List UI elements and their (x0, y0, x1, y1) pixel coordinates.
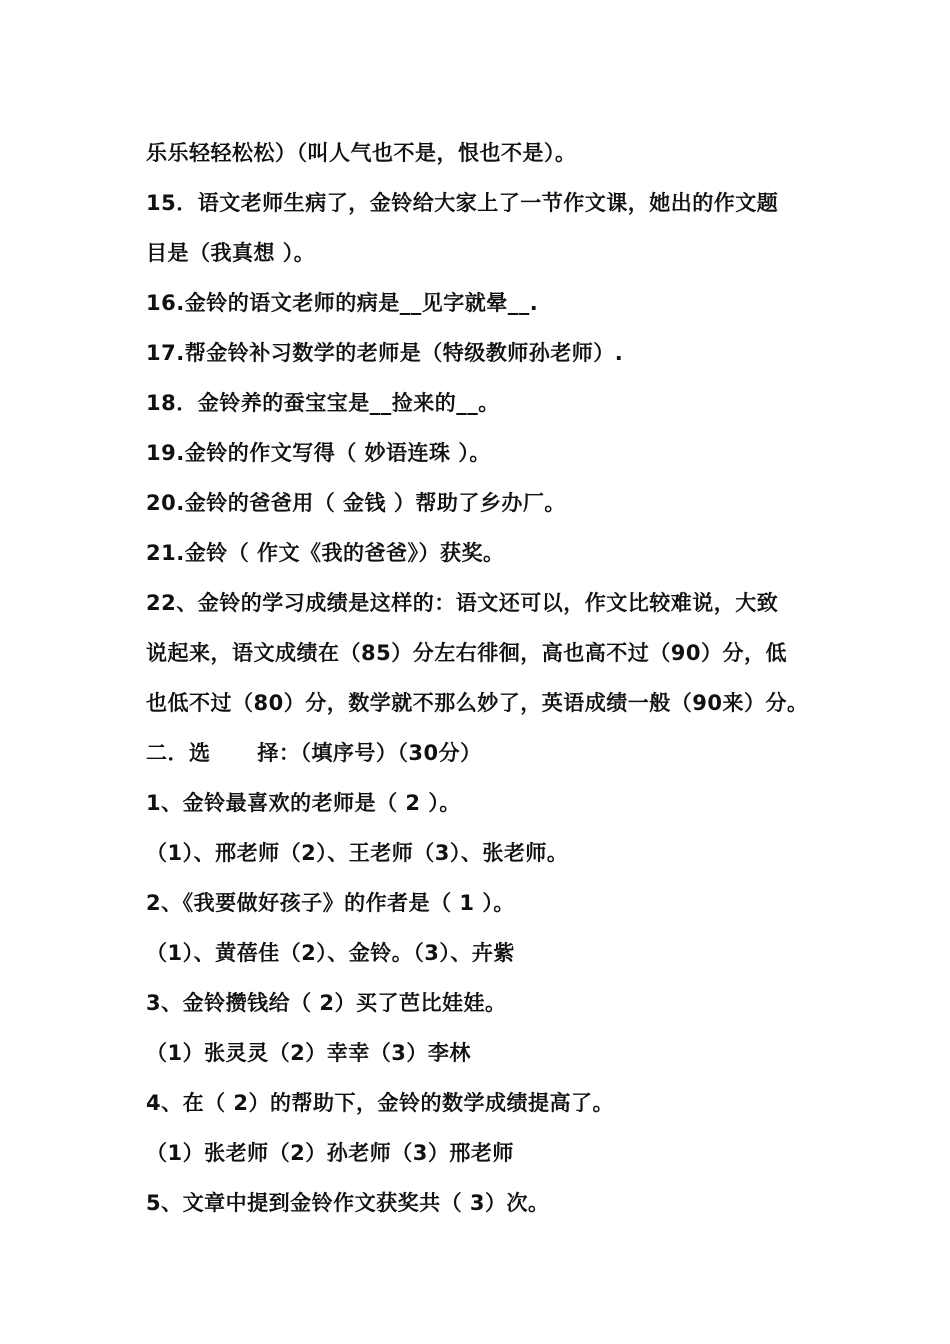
question-22-line-1: 22、金铃的学习成绩是这样的：语文还可以，作文比较难说，大致 (146, 591, 779, 615)
question-18: 18．金铃养的蚕宝宝是__捡来的__。 (146, 391, 500, 415)
section-heading: 二．选 择：（填序号）（30分） (146, 741, 482, 765)
question-20: 20.金铃的爸爸用（ 金钱 ）帮助了乡办厂。 (146, 491, 566, 515)
document-body (146, 128, 826, 1228)
question-16: 16.金铃的语文老师的病是__见字就晕__. (146, 291, 539, 315)
question-21: 21.金铃（ 作文《我的爸爸》）获奖。 (146, 541, 505, 565)
choice-question-5: 5、文章中提到金铃作文获奖共（ 3）次。 (146, 1191, 550, 1215)
question-19: 19.金铃的作文写得（ 妙语连珠 ）。 (146, 441, 491, 465)
choice-question-4: 4、在（ 2）的帮助下，金铃的数学成绩提高了。 (146, 1091, 615, 1115)
question-15-line-2: 目是（我真想 ）。 (146, 241, 316, 265)
choice-options-2: （1）、黄蓓佳（2）、金铃。（3）、卉紫 (146, 941, 515, 965)
question-15-line-1: 15．语文老师生病了，金铃给大家上了一节作文课，她出的作文题 (146, 191, 779, 215)
choice-question-3: 3、金铃攒钱给（ 2）买了芭比娃娃。 (146, 991, 507, 1015)
choice-options-3: （1）张灵灵（2）幸幸（3）李林 (146, 1041, 471, 1065)
choice-options-4: （1）张老师（2）孙老师（3）邢老师 (146, 1141, 514, 1165)
choice-options-1: （1）、邢老师（2）、王老师（3）、张老师。 (146, 841, 569, 865)
choice-question-2: 2、《我要做好孩子》的作者是（ 1 ）。 (146, 891, 515, 915)
question-22-line-2: 说起来，语文成绩在（85）分左右徘徊，高也高不过（90）分，低 (146, 641, 787, 665)
question-17: 17.帮金铃补习数学的老师是（特级教师孙老师）. (146, 341, 624, 365)
text-line: 乐乐轻轻松松）（叫人气也不是，恨也不是）。 (146, 141, 577, 165)
question-22-line-3: 也低不过（80）分，数学就不那么妙了，英语成绩一般（90来）分。 (146, 691, 809, 715)
choice-question-1: 1、金铃最喜欢的老师是（ 2 ）。 (146, 791, 461, 815)
